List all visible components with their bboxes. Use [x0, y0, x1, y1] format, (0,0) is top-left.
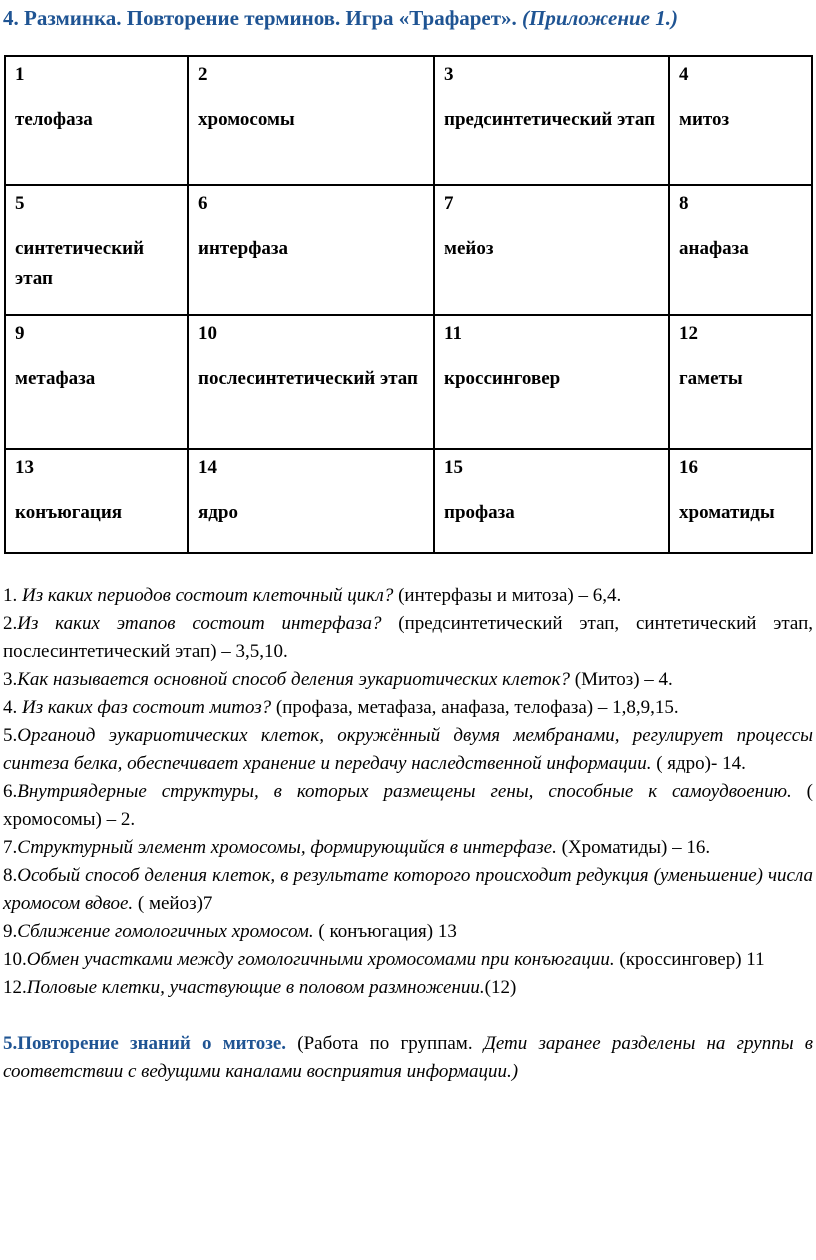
term-label: интерфаза: [198, 237, 289, 259]
term-label: синтетический этап: [15, 237, 145, 289]
question-text: Из каких этапов состоит интерфаза?: [17, 613, 382, 635]
question-item-5: [3, 722, 813, 778]
term-label: гаметы: [679, 367, 743, 389]
term-label: мейоз: [444, 237, 494, 259]
table-row: [5, 449, 812, 553]
term-label: конъюгация: [15, 501, 123, 523]
term-number: 4: [679, 64, 689, 86]
term-cell-9: [5, 315, 188, 449]
table-row: [5, 56, 812, 185]
term-cell-15: [434, 449, 669, 553]
term-label: телофаза: [15, 108, 93, 130]
question-answer: ( хромосомы) – 2.: [3, 781, 813, 831]
question-answer: ( ядро)- 14.: [651, 753, 746, 775]
question-text: Половые клетки, участвующие в половом размножении.: [26, 977, 485, 999]
appendix-reference: (Приложение 1.): [522, 6, 678, 30]
term-number: 16: [679, 457, 698, 479]
term-cell-8: [669, 185, 812, 315]
question-answer: ( конъюгация) 13: [313, 921, 457, 943]
question-text: Органоид эукариотических клеток, окружённый двумя мембранами, регулирует процессы синтеза белка, обеспечивает хранение и передачу наследственной информации.: [3, 725, 813, 775]
term-label: послесинтетический этап: [198, 367, 418, 389]
question-text: Особый способ деления клеток, в результате которого происходит редукция (уменьшение) числа хромосом вдвое.: [3, 865, 813, 915]
term-number: 11: [444, 323, 462, 345]
term-label: кроссинговер: [444, 367, 561, 389]
section-4-title: 4. Разминка. Повторение терминов. Игра «Трафарет».: [3, 6, 523, 30]
term-label: анафаза: [679, 237, 749, 259]
term-number: 8: [679, 193, 689, 215]
term-cell-12: [669, 315, 812, 449]
section-5-title: 5.Повторение знаний о митозе.: [3, 1033, 287, 1055]
term-cell-2: [188, 56, 434, 185]
question-item-7: [3, 834, 813, 862]
term-cell-13: [5, 449, 188, 553]
term-label: хромосомы: [198, 108, 295, 130]
question-number: 7.: [3, 837, 18, 859]
question-number: 4.: [3, 697, 22, 719]
question-item-1: [3, 582, 813, 610]
question-text: Внутриядерные структуры, в которых размещены гены, способные к самоудвоению.: [17, 781, 792, 803]
question-item-10: [3, 946, 813, 974]
question-number: 1.: [3, 585, 22, 607]
question-item-2: [3, 610, 813, 666]
question-answer: (интерфазы и митоза) – 6,4.: [393, 585, 622, 607]
term-number: 7: [444, 193, 454, 215]
term-number: 12: [679, 323, 698, 345]
term-number: 10: [198, 323, 217, 345]
term-number: 15: [444, 457, 463, 479]
question-text: Из каких периодов состоит клеточный цикл?: [22, 585, 394, 607]
quiz-questions-list: [3, 582, 813, 1002]
question-item-6: [3, 778, 813, 834]
term-number: 9: [15, 323, 25, 345]
question-number: 12.: [3, 977, 27, 999]
question-number: 9.: [3, 921, 18, 943]
term-cell-5: [5, 185, 188, 315]
question-text: Из каких фаз состоит митоз?: [22, 697, 272, 719]
term-number: 2: [198, 64, 208, 86]
term-number: 1: [15, 64, 25, 86]
question-answer: ( мейоз)7: [133, 893, 213, 915]
term-cell-16: [669, 449, 812, 553]
term-label: митоз: [679, 108, 730, 130]
section-5-note: (Работа по группам.: [286, 1033, 484, 1055]
question-number: 3.: [3, 669, 18, 691]
term-cell-10: [188, 315, 434, 449]
term-number: 5: [15, 193, 25, 215]
term-label: предсинтетический этап: [444, 108, 656, 130]
question-number: 2.: [3, 613, 18, 635]
term-cell-3: [434, 56, 669, 185]
question-item-9: [3, 918, 813, 946]
question-answer: (кроссинговер) 11: [614, 949, 765, 971]
term-label: профаза: [444, 501, 515, 523]
question-text: Как называется основной способ деления эукариотических клеток?: [17, 669, 570, 691]
question-text: Сближение гомологичных хромосом.: [17, 921, 314, 943]
question-answer: (предсинтетический этап, синтетический этап, послесинтетический этап) – 3,5,10.: [3, 613, 813, 663]
term-number: 14: [198, 457, 217, 479]
term-cell-14: [188, 449, 434, 553]
question-item-12: [3, 974, 813, 1002]
term-number: 3: [444, 64, 454, 86]
table-row: [5, 315, 812, 449]
question-number: 5.: [3, 725, 18, 747]
question-answer: (Митоз) – 4.: [570, 669, 673, 691]
question-text: Структурный элемент хромосомы, формирующийся в интерфазе.: [17, 837, 557, 859]
question-text: Обмен участками между гомологичными хромосомами при конъюгации.: [26, 949, 615, 971]
question-item-4: [3, 694, 813, 722]
term-cell-4: [669, 56, 812, 185]
question-answer: (профаза, метафаза, анафаза, телофаза) – 1,8,9,15.: [271, 697, 679, 719]
term-label: метафаза: [15, 367, 96, 389]
question-answer: (12): [484, 977, 517, 999]
question-item-3: [3, 666, 813, 694]
term-cell-1: [5, 56, 188, 185]
question-item-8: [3, 862, 813, 918]
question-number: 8.: [3, 865, 18, 887]
term-cell-11: [434, 315, 669, 449]
section-4-heading: [3, 6, 813, 31]
question-answer: (Хроматиды) – 16.: [556, 837, 711, 859]
term-cell-6: [188, 185, 434, 315]
question-number: 6.: [3, 781, 18, 803]
table-row: [5, 185, 812, 315]
term-label: хроматиды: [679, 501, 775, 523]
question-number: 10.: [3, 949, 27, 971]
term-label: ядро: [198, 501, 238, 523]
term-cell-7: [434, 185, 669, 315]
section-5-heading: [3, 1030, 813, 1086]
term-number: 6: [198, 193, 208, 215]
term-number: 13: [15, 457, 34, 479]
section-5-note-italic: Дети заранее разделены на группы в соответствии с ведущими каналами восприятия информации.): [3, 1033, 814, 1083]
terms-stencil-table: [4, 55, 813, 554]
